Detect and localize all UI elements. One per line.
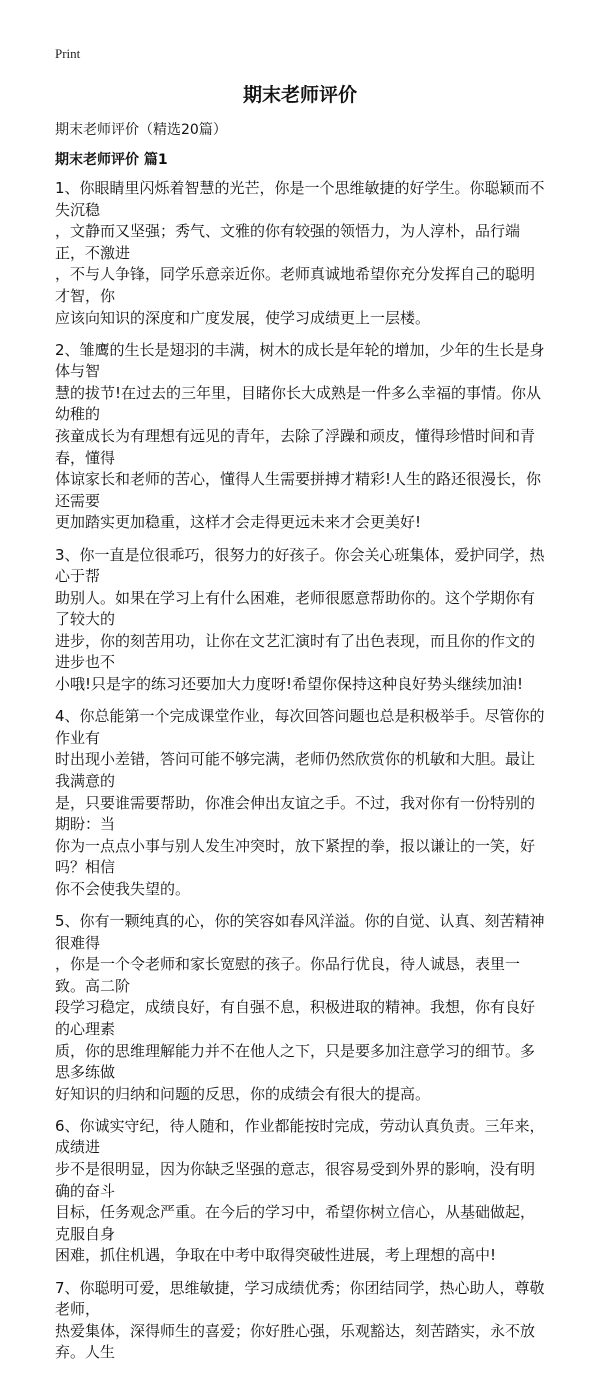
paragraph-4 bbox=[55, 706, 545, 900]
paragraph-line: 进步，你的刻苦用功，让你在文艺汇演时有了出色表现，而且你的作文的进步也不 bbox=[55, 631, 536, 672]
document-subtitle: 期末老师评价（精选20篇） bbox=[55, 122, 227, 138]
paragraph-5 bbox=[55, 911, 545, 1105]
paragraph-line: 3、你一直是位很乖巧，很努力的好孩子。你会关心班集体，爱护同学，热心于帮 bbox=[55, 545, 545, 586]
paragraph-line: 步不是很明显，因为你缺乏坚强的意志，很容易受到外界的影响，没有明确的奋斗 bbox=[55, 1160, 536, 1200]
paragraph-line: 助别人。如果在学习上有什么困难，老师很愿意帮助你的。这个学期你有了较大的 bbox=[55, 588, 536, 629]
paragraph-line: 目标，任务观念严重。在今后的学习中，希望你树立信心，从基础做起，克服自身 bbox=[55, 1203, 536, 1243]
section-heading: 期末老师评价 篇1 bbox=[55, 152, 168, 168]
paragraph-line: 孩童成长为有理想有远见的青年，去除了浮躁和顽皮，懂得珍惜时间和青春，懂得 bbox=[55, 427, 536, 467]
paragraph-2 bbox=[55, 340, 545, 534]
paragraph-line: ，不与人争锋，同学乐意亲近你。老师真诚地希望你充分发挥自己的聪明才智，你 bbox=[55, 265, 536, 305]
paragraph-line: ，你是一个令老师和家长宽慰的孩子。你品行优良，待人诚恳，表里一致。高二阶 bbox=[55, 955, 521, 995]
paragraph-line: 1、你眼睛里闪烁着智慧的光芒，你是一个思维敏捷的好学生。你聪颖而不失沉稳 bbox=[55, 179, 545, 219]
paragraph-line: 小哦!只是字的练习还要加大力度呀!希望你保持这种良好势头继续加油! bbox=[55, 675, 524, 694]
paragraph-line: 你为一点点小事与别人发生冲突时，放下紧捏的拳，报以谦让的一笑，好吗？相信 bbox=[55, 836, 536, 877]
paragraph-line: 时出现小差错，答问可能不够完满，老师仍然欣赏你的机敏和大胆。最让我满意的 bbox=[55, 750, 536, 790]
paragraph-line: 应该向知识的深度和广度发展，使学习成绩更上一层楼。 bbox=[55, 308, 431, 327]
paragraph-line: 是，只要谁需要帮助，你准会伸出友谊之手。不过，我对你有一份特别的期盼：当 bbox=[55, 793, 536, 834]
paragraph-line: 5、你有一颗纯真的心，你的笑容如春风洋溢。你的自觉、认真、刻苦精神很难得 bbox=[55, 912, 545, 952]
page-title: 期末老师评价 bbox=[242, 84, 357, 106]
paragraph-line: 更加踏实更加稳重，这样才会走得更远未来才会更美好! bbox=[55, 513, 422, 532]
paragraph-line: 好知识的归纳和问题的反思，你的成绩会有很大的提高。 bbox=[55, 1084, 431, 1103]
paragraph-line: 2、雏鹰的生长是翅羽的丰满，树木的成长是年轮的增加，少年的生长是身体与智 bbox=[55, 340, 545, 381]
paragraph-line: 体谅家长和老师的苦心，懂得人生需要拼搏才精彩!人生的路还很漫长，你还需要 bbox=[55, 470, 542, 510]
paragraph-7 bbox=[55, 1278, 545, 1364]
paragraph-line: 慧的拔节!在过去的三年里，目睹你长大成熟是一件多么幸福的事情。你从幼稚的 bbox=[55, 383, 542, 424]
paragraph-line: 7、你聪明可爱，思维敏捷，学习成绩优秀；你团结同学，热心助人，尊敬老师， bbox=[55, 1278, 545, 1319]
paragraph-3 bbox=[55, 545, 545, 696]
document-body bbox=[55, 178, 545, 1374]
print-label: Print bbox=[55, 46, 81, 61]
paragraph-line: 6、你诚实守纪，待人随和，作业都能按时完成，劳动认真负责。三年来，成绩进 bbox=[55, 1116, 545, 1157]
paragraph-line: 你不会使我失望的。 bbox=[55, 879, 191, 898]
paragraph-line: 质，你的思维理解能力并不在他人之下，只是要多加注意学习的细节。多思多练做 bbox=[55, 1041, 536, 1082]
paragraph-line: ，文静而又坚强；秀气、文雅的你有较强的领悟力，为人淳朴，品行端正，不激进 bbox=[55, 222, 521, 262]
paragraph-line: 困难，抓住机遇，争取在中考中取得突破性进展，考上理想的高中! bbox=[55, 1246, 497, 1265]
paragraph-line: 热爱集体，深得师生的喜爱；你好胜心强，乐观豁达，刻苦踏实，永不放弃。人生 bbox=[55, 1321, 536, 1362]
paragraph-line: 段学习稳定，成绩良好，有自强不息，积极进取的精神。我想，你有良好的心理素 bbox=[55, 998, 536, 1038]
paragraph-line: 4、你总能第一个完成课堂作业，每次回答问题也总是积极举手。尽管你的作业有 bbox=[55, 707, 545, 747]
paragraph-6 bbox=[55, 1116, 545, 1267]
paragraph-1 bbox=[55, 178, 545, 329]
